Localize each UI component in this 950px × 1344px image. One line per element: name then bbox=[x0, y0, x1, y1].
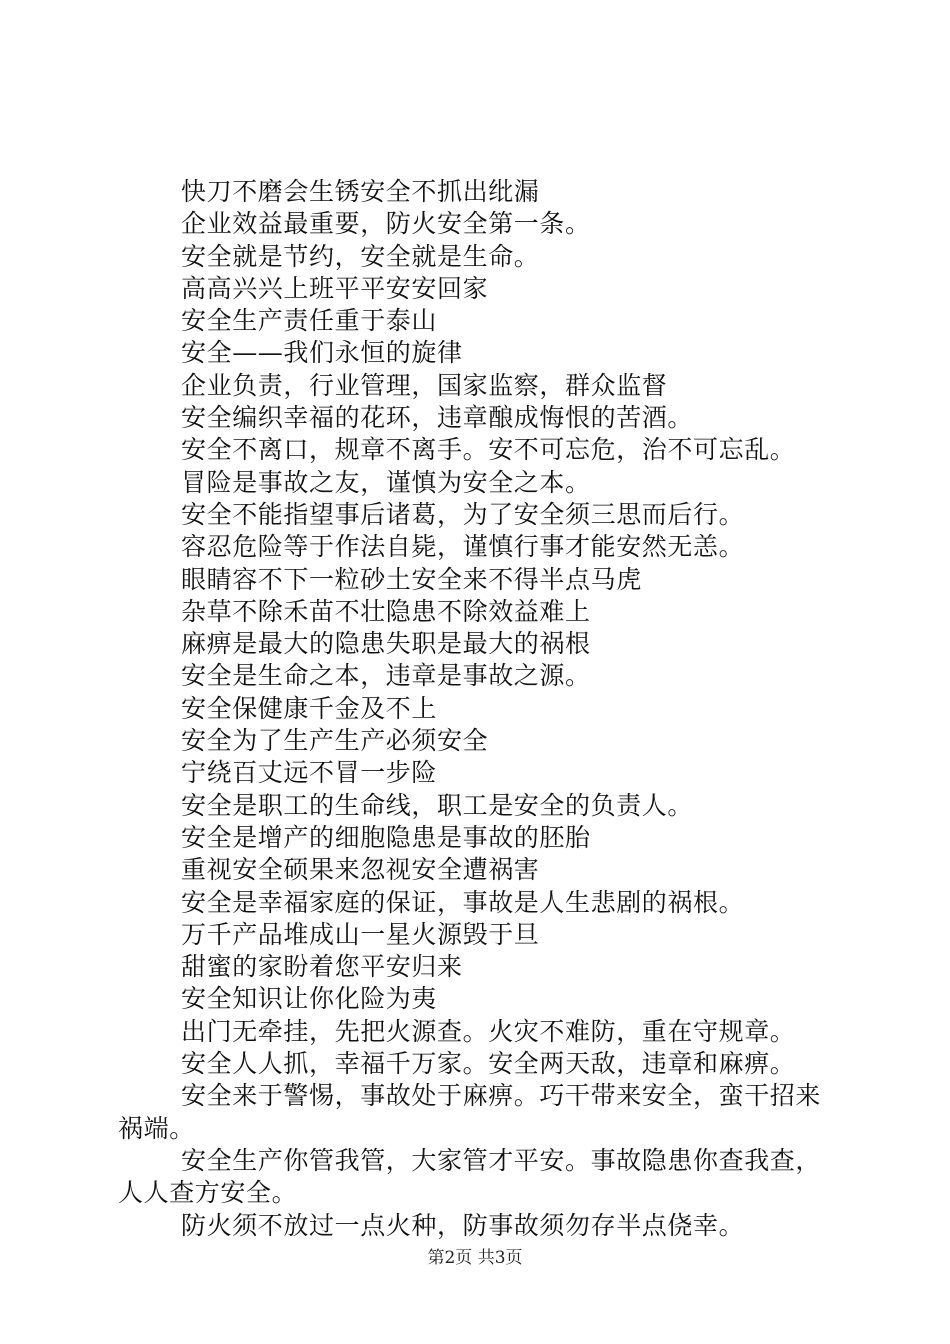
slogan-line: 企业负责，行业管理，国家监察，群众监督 bbox=[181, 370, 668, 400]
slogan-line: 冒险是事故之友，谨慎为安全之本。 bbox=[181, 467, 591, 497]
slogan-line: 安全人人抓，幸福千万家。安全两天敌，违章和麻痹。 bbox=[181, 1049, 796, 1079]
slogan-line: 安全不能指望事后诸葛，为了安全须三思而后行。 bbox=[181, 499, 745, 529]
slogan-line: 出门无牵挂，先把火源查。火灾不难防，重在守规章。 bbox=[181, 1016, 796, 1046]
slogan-line: 安全是增产的细胞隐患是事故的胚胎 bbox=[181, 822, 591, 852]
slogan-line: 高高兴兴上班平平安安回家 bbox=[181, 273, 489, 303]
slogan-line: 宁绕百丈远不冒一步险 bbox=[181, 758, 438, 788]
slogan-line: 万千产品堆成山一星火源毁于旦 bbox=[181, 919, 540, 949]
slogan-line: 安全不离口，规章不离手。安不可忘危，治不可忘乱。 bbox=[181, 435, 796, 465]
slogan-paragraph: 安全来于警惕，事故处于麻痹。巧干带来安全，蛮干招来祸端。 bbox=[118, 1081, 822, 1143]
slogan-line: 重视安全硕果来忽视安全遭祸害 bbox=[181, 855, 540, 885]
slogan-line: 甜蜜的家盼着您平安归来 bbox=[181, 952, 463, 982]
slogan-line: 杂草不除禾苗不壮隐患不除效益难上 bbox=[181, 596, 591, 626]
slogan-line: 企业效益最重要，防火安全第一条。 bbox=[181, 209, 591, 239]
slogan-line: 快刀不磨会生锈安全不抓出纰漏 bbox=[181, 177, 540, 206]
slogan-line: 安全是生命之本，违章是事故之源。 bbox=[181, 661, 591, 691]
slogan-line: 安全编织幸福的花环，违章酿成悔恨的苦酒。 bbox=[181, 403, 694, 433]
slogan-line: 安全是职工的生命线，职工是安全的负责人。 bbox=[181, 790, 694, 820]
slogan-line: 安全——我们永恒的旋律 bbox=[181, 338, 463, 368]
slogan-line: 安全为了生产生产必须安全 bbox=[181, 726, 489, 756]
slogan-line: 容忍危险等于作法自毙，谨慎行事才能安然无恙。 bbox=[181, 532, 745, 562]
document-body bbox=[118, 176, 838, 1242]
slogan-line: 麻痹是最大的隐患失职是最大的祸根 bbox=[181, 629, 591, 659]
slogan-line: 安全知识让你化险为夷 bbox=[181, 984, 438, 1014]
slogan-line: 眼睛容不下一粒砂土安全来不得半点马虎 bbox=[181, 564, 642, 594]
slogan-line: 安全是幸福家庭的保证，事故是人生悲剧的祸根。 bbox=[181, 887, 745, 917]
slogan-line: 安全保健康千金及不上 bbox=[181, 693, 438, 723]
slogan-line: 安全就是节约，安全就是生命。 bbox=[181, 241, 540, 271]
slogan-paragraph: 安全生产你管我管，大家管才平安。事故隐患你查我查，人人查方安全。 bbox=[118, 1145, 822, 1208]
page-footer: 第2页 共3页 bbox=[427, 1248, 523, 1268]
slogan-paragraph: 防火须不放过一点火种，防事故须勿存半点侥幸。 bbox=[181, 1210, 745, 1240]
slogan-line: 安全生产责任重于泰山 bbox=[181, 306, 438, 336]
